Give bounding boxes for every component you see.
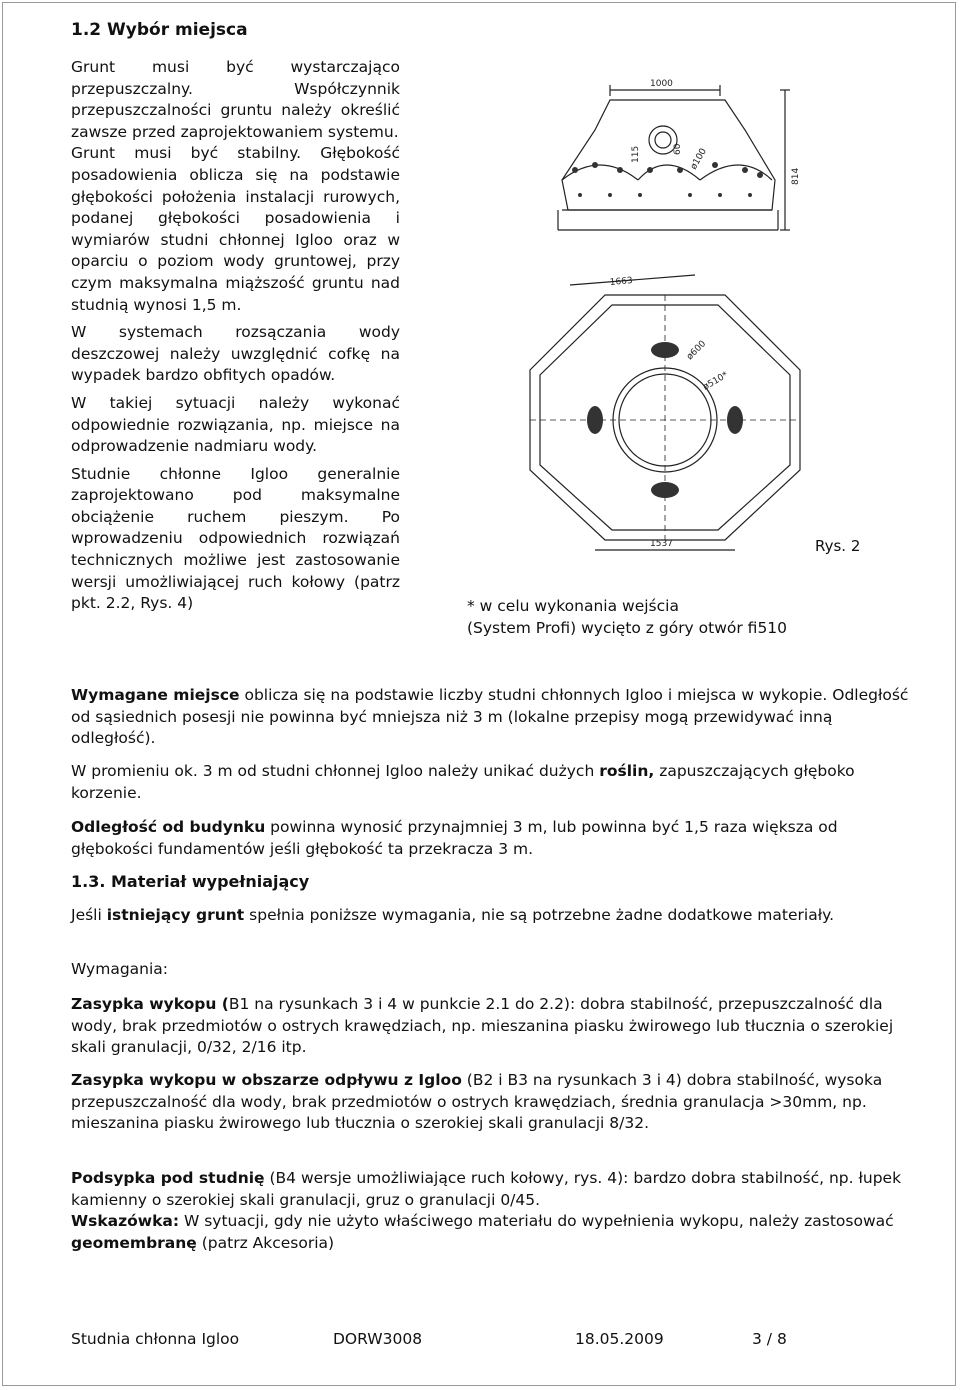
section-title: 1.2 Wybór miejsca — [71, 20, 248, 40]
dim-d600: ø600 — [685, 339, 709, 363]
subsection-title: 1.3. Materiał wypełniający — [71, 872, 310, 891]
paragraph-backfill-outflow: Zasypka wykopu w obszarze odpływu z Igloo (B2 i B3 na rysunkach 3 i 4) dobra stabilność, wysoka przepuszczalność dla wody, brak przedmiotów o ostrych krawędziach, średnia granulacja >30mm, np. mieszanina piasku żwirowego lub tłucznia o szerokiej skali granulacji 8/32. — [71, 1071, 883, 1133]
paragraph-building-distance: Odległość od budynku powinna wynosić przynajmniej 3 m, lub powinna być 1,5 raza większa od głębokości fundamentów jeśli głębokość ta przekracza 3 m. — [71, 818, 838, 858]
left-paragraph-2: Grunt musi być stabilny. Głębokość posadowienia oblicza się na podstawie głębokości położenia instalacji rurowych, podanej głębokości posadowienia i wymiarów studni chłonnej Igloo oraz w oparciu o poziom wody gruntowej, przy czym maksymalna miąższość gruntu nad studnią wynosi 1,5 m. — [71, 144, 400, 314]
footer-title: Studnia chłonna Igloo — [71, 1330, 240, 1348]
dim-60: 60 — [673, 143, 683, 155]
left-column — [71, 57, 400, 615]
footer-page: 3 / 8 — [752, 1330, 787, 1348]
dim-1000: 1000 — [650, 79, 673, 89]
dim-d100: ø100 — [688, 146, 709, 172]
paragraph-required-space: Wymagane miejsce oblicza się na podstawie liczby studni chłonnych Igloo i miejsca w wykopie. Odległość od sąsiednich posesji nie powinna być mniejsza niż 3 m (lokalne przepisy mogą przewidywać inną odległość). — [71, 686, 909, 748]
left-paragraph-1: Grunt musi być wystarczająco przepuszczalny. Współczynnik przepuszczalności gruntu należy określić zawsze przed zaprojektowaniem systemu. — [71, 58, 400, 141]
paragraph-tip: Wskazówka: W sytuacji, gdy nie użyto właściwego materiału do wypełnienia wykopu, należy zastosować geomembranę (patrz Akcesoria) — [71, 1212, 894, 1252]
igloo-technical-drawing — [500, 60, 830, 560]
figure-caption: Rys. 2 — [815, 537, 861, 555]
footer-date: 18.05.2009 — [575, 1330, 664, 1348]
figure-note — [467, 596, 887, 639]
paragraph-plants: W promieniu ok. 3 m od studni chłonnej Igloo należy unikać dużych roślin, zapuszczających głęboko korzenie. — [71, 762, 855, 802]
dim-1537: 1537 — [650, 539, 673, 549]
figure-note-line-1: * w celu wykonania wejścia — [467, 597, 679, 615]
paragraph-backfill: Zasypka wykopu (B1 na rysunkach 3 i 4 w punkcie 2.1 do 2.2): dobra stabilność, przepuszczalność dla wody, brak przedmiotów o ostrych krawędziach, np. mieszanina piasku żwirowego lub tłucznia o szerokiej skali granulacji, 0/32, 2/16 itp. — [71, 995, 894, 1057]
figure-note-line-2: (System Profi) wycięto z góry otwór fi510 — [467, 618, 788, 637]
paragraph-requirements: Wymagania: — [71, 960, 169, 978]
paragraph-bedding: Podsypka pod studnię (B4 wersje umożliwiające ruch kołowy, rys. 4): bardzo dobra stabilność, np. łupek kamienny o szerokiej skali granulacji, gruz o granulacji 0/45. Wskazówka: W sytuacji, gdy nie użyto właściwego materiału do wypełnienia wykopu, należy zastosować geomembranę (patrz Akcesoria) — [71, 1168, 917, 1254]
left-paragraph-4: W takiej sytuacji należy wykonać odpowiednie rozwiązania, np. miejsce na odprowadzenie nadmiaru wody. — [71, 393, 400, 456]
dim-d510: ø510* — [701, 370, 731, 393]
dim-1663: 1663 — [609, 276, 634, 288]
igloo-side-outline — [562, 100, 775, 210]
dome-vent — [651, 342, 679, 358]
left-paragraph-3: W systemach rozsączania wody deszczowej należy uwzględnić cofkę na wypadek bardzo obfitych opadów. — [71, 323, 400, 385]
paragraph-existing-soil: Jeśli istniejący grunt spełnia poniższe wymagania, nie są potrzebne żadne dodatkowe materiały. — [71, 906, 834, 924]
dim-814: 814 — [791, 167, 801, 185]
dim-115: 115 — [631, 145, 641, 163]
footer-code: DORW3008 — [333, 1330, 423, 1348]
left-paragraph-5: Studnie chłonne Igloo generalnie zaprojektowano pod maksymalne obciążenie ruchem pieszym. Po wprowadzeniu odpowiednich rozwiązań technicznych możliwe jest zastosowanie wersji umożliwiającej ruch kołowy (patrz pkt. 2.2, Rys. 4) — [71, 464, 400, 613]
